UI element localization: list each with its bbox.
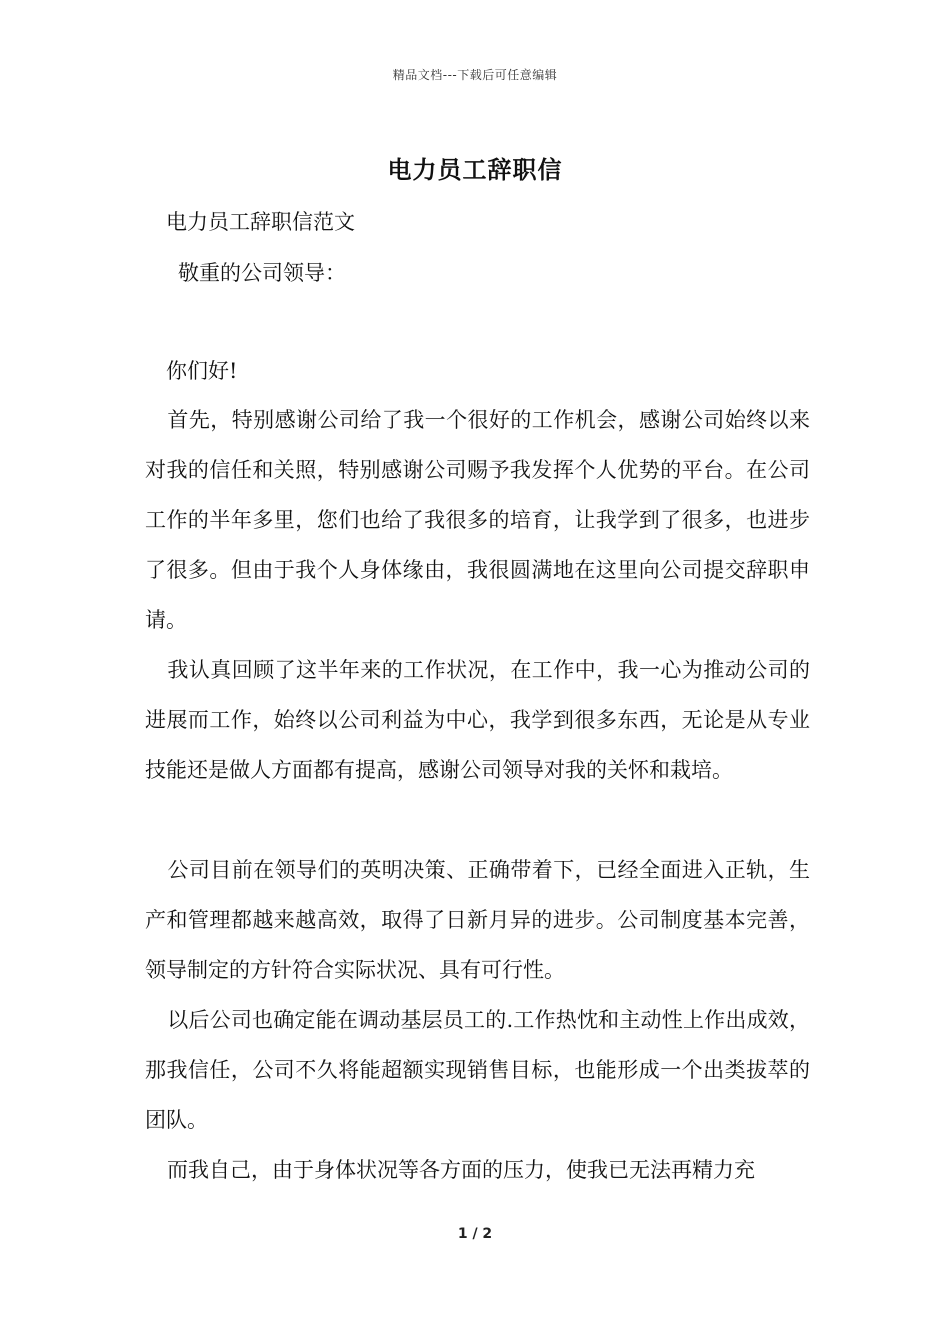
salutation: 敬重的公司领导： bbox=[178, 261, 346, 285]
paragraph-5: 而我自己，由于身体状况等各方面的压力，使我已无法再精力充 bbox=[167, 1158, 755, 1182]
paragraph-4: 以后公司也确定能在调动基层员工的.工作热忱和主动性上作出成效，那我信任，公司不久将能超额实现销售目标，也能形成一个出类拔萃的团队。 bbox=[145, 1008, 810, 1132]
paragraph-1: 首先，特别感谢公司给了我一个很好的工作机会，感谢公司始终以来对我的信任和关照，特别感谢公司赐予我发挥个人优势的平台。在公司工作的半年多里，您们也给了我很多的培育，让我学到了很多，也进步了很多。但由于我个人身体缘由，我很圆满地在这里向公司提交辞职申请。 bbox=[145, 408, 810, 632]
paragraph-3: 公司目前在领导们的英明决策、正确带着下，已经全面进入正轨，生产和管理都越来越高效，取得了日新月异的进步。公司制度基本完善，领导制定的方针符合实际状况、具有可行性。 bbox=[145, 858, 810, 982]
paragraph-2: 我认真回顾了这半年来的工作状况，在工作中，我一心为推动公司的进展而工作，始终以公司利益为中心，我学到很多东西，无论是从专业技能还是做人方面都有提高，感谢公司领导对我的关怀和栽培。 bbox=[145, 658, 810, 782]
greeting: 你们好! bbox=[166, 359, 238, 383]
document-subtitle: 电力员工辞职信范文 bbox=[166, 210, 355, 234]
document-title: 电力员工辞职信 bbox=[387, 155, 563, 184]
page-indicator: 1 / 2 bbox=[457, 1226, 493, 1242]
page-header: 精品文档---下载后可任意编辑 bbox=[392, 68, 558, 82]
